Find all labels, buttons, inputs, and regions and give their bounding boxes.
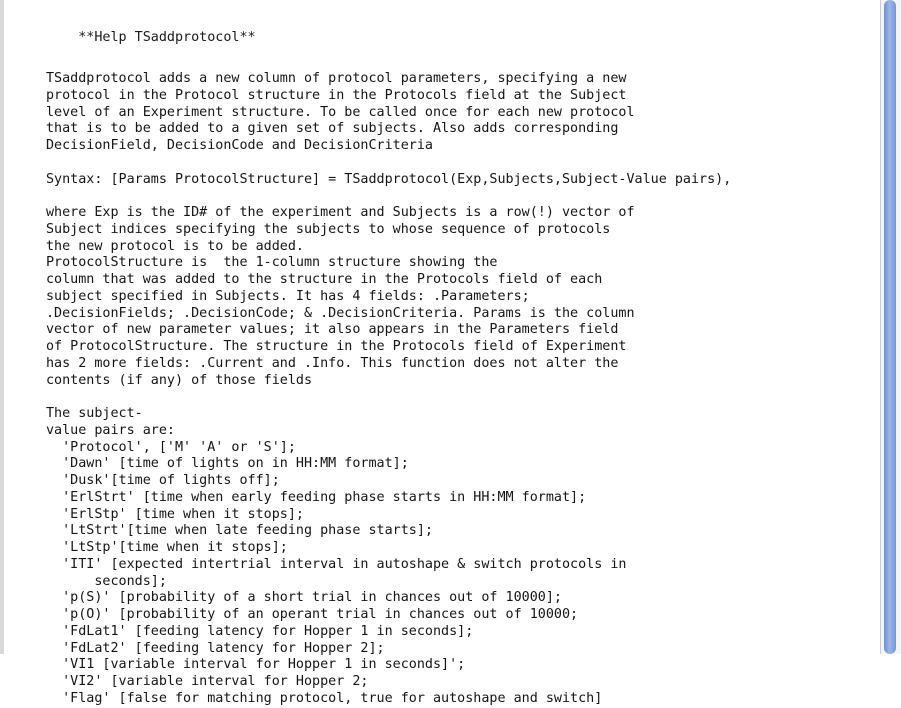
text-line: that is to be added to a given set of subjects. Also adds corresponding — [46, 121, 619, 137]
text-line: ProtocolStructure is the 1-column structure showing the — [46, 255, 498, 271]
text-line: where Exp is the ID# of the experiment and Subjects is a row(!) vector of — [46, 205, 635, 220]
text-line: 'LtStrt'[time when late feeding phase starts]; — [46, 523, 433, 539]
text-line: The subject- — [46, 406, 143, 421]
vertical-scrollbar[interactable] — [880, 0, 901, 654]
text-line: the new protocol is to be added. — [46, 238, 304, 254]
help-text-pane[interactable] — [4, 0, 880, 706]
text-line: 'FdLat1' [feeding latency for Hopper 1 in seconds]; — [46, 623, 474, 639]
text-line: Syntax: [Params ProtocolStructure] = TSaddprotocol(Exp,Subjects,Subject-Value pairs), — [46, 171, 732, 187]
text-line: 'Protocol', ['M' 'A' or 'S']; — [46, 439, 296, 455]
text-line: 'Dawn' [time of lights on in HH:MM format]; — [46, 456, 409, 472]
help-text — [46, 0, 731, 708]
text-line: 'ErlStp' [time when it stops]; — [46, 506, 304, 522]
text-line: column that was added to the structure in the Protocols field of each — [46, 272, 603, 287]
text-line: has 2 more fields: .Current and .Info. This function does not alter the — [46, 355, 619, 371]
text-line: value pairs are: — [46, 422, 175, 438]
text-line: vector of new parameter values; it also appears in the Parameters field — [46, 322, 619, 338]
text-line: 'VI1 [variable interval for Hopper 1 in seconds]'; — [46, 657, 466, 673]
blank-line — [46, 188, 731, 205]
text-line: contents (if any) of those fields — [46, 372, 313, 388]
text-line: seconds]; — [46, 573, 167, 589]
text-line: 'p(O)' [probability of an operant trial in chances out of 10000; — [46, 607, 579, 622]
partial-top-line: **Help TSaddprotocol** — [46, 29, 256, 45]
text-line: 'ErlStrt' [time when early feeding phase starts in HH:MM format]; — [46, 489, 587, 505]
blank-line — [46, 155, 731, 172]
text-line: level of an Experiment structure. To be called once for each new protocol — [46, 104, 635, 120]
text-line: 'Dusk'[time of lights off]; — [46, 473, 280, 488]
text-line: 'p(S)' [probability of a short trial in chances out of 10000]; — [46, 590, 562, 606]
text-line: 'LtStp'[time when it stops]; — [46, 540, 288, 555]
text-line: .DecisionFields; .DecisionCode; & .DecisionCriteria. Params is the column — [46, 305, 635, 321]
text-line: Subject indices specifying the subjects to whose sequence of protocols — [46, 221, 611, 237]
text-line: TSaddprotocol adds a new column of protocol parameters, specifying a new — [46, 71, 627, 86]
scrollbar-thumb[interactable] — [884, 0, 896, 654]
text-line: 'ITI' [expected intertrial interval in autoshape & switch protocols in — [46, 556, 627, 572]
text-line: protocol in the Protocol structure in the Protocols field at the Subject — [46, 87, 627, 103]
text-line: 'FdLat2' [feeding latency for Hopper 2]; — [46, 640, 385, 656]
text-line: 'Flag' [false for matching protocol, true for autoshape and switch] — [46, 690, 603, 706]
blank-line — [46, 389, 731, 406]
text-line: of ProtocolStructure. The structure in the Protocols field of Experiment — [46, 339, 627, 354]
text-line: 'VI2' [variable interval for Hopper 2; — [46, 674, 369, 689]
text-line: DecisionField, DecisionCode and DecisionCriteria — [46, 138, 433, 153]
text-line: subject specified in Subjects. It has 4 fields: .Parameters; — [46, 288, 530, 304]
